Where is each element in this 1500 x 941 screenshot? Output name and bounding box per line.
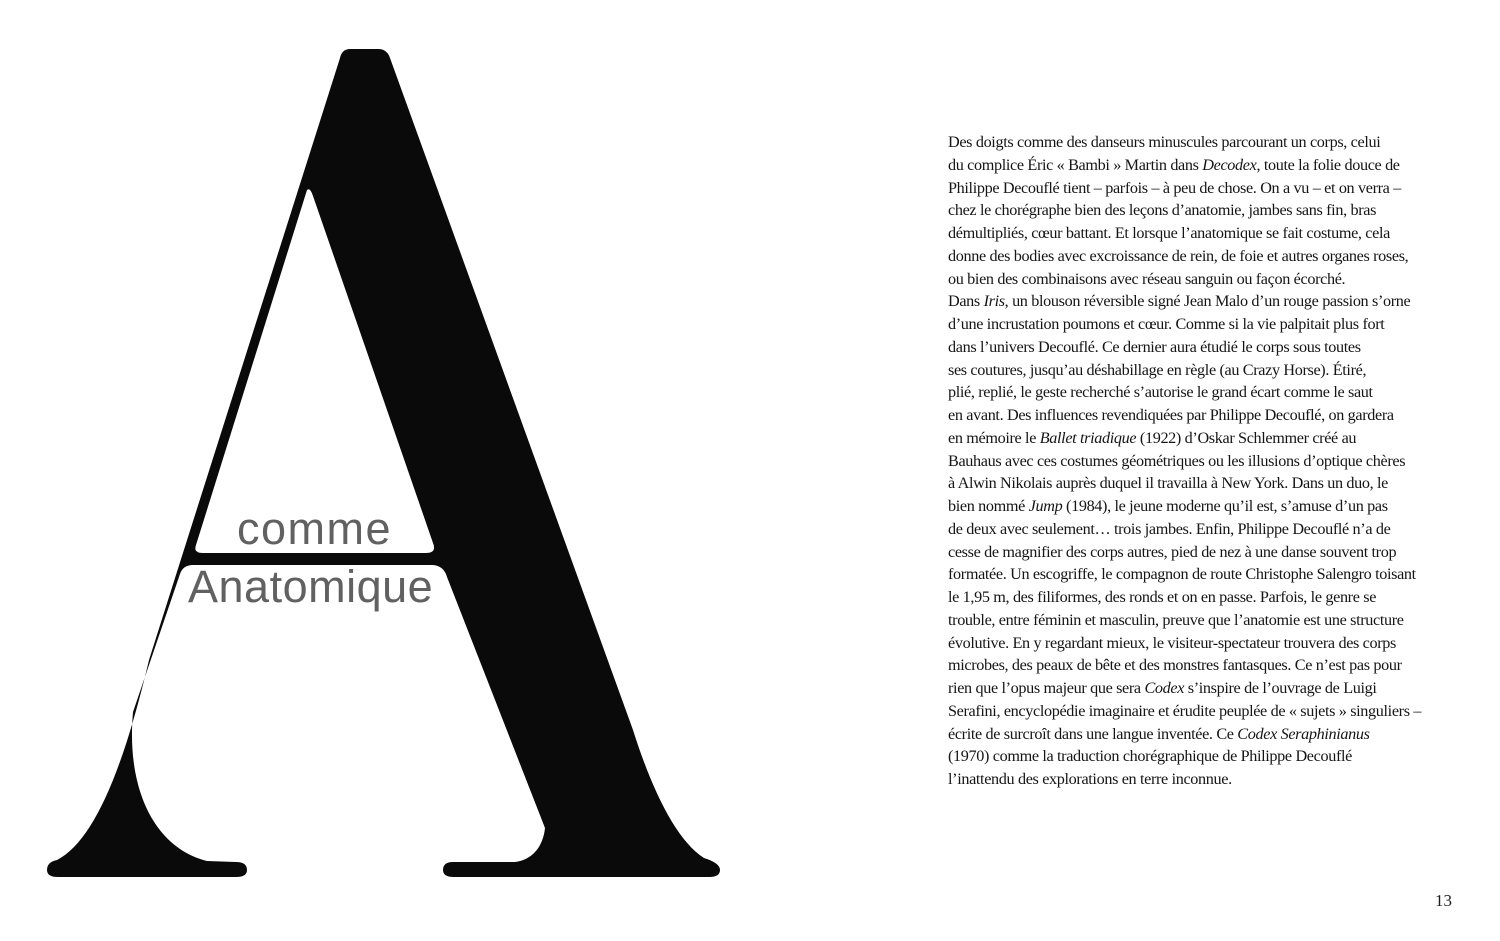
text-line: l’inattendu des explorations en terre inconnue. — [948, 770, 1232, 788]
text-line: Des doigts comme des danseurs minuscules parcourant un corps, celui — [948, 133, 1381, 151]
text-line: cesse de magnifier des corps autres, pied de nez à une danse souvent trop — [948, 542, 1397, 561]
text-line: microbes, des peaux de bête et des monstres fantasques. Ce n’est pas pour — [948, 656, 1402, 675]
text-line: évolutive. En y regardant mieux, le visiteur-spectateur trouvera des corps — [948, 633, 1396, 652]
text-line: le 1,95 m, des filiformes, des ronds et on en passe. Parfois, le genre se — [948, 588, 1377, 606]
text-line: Bauhaus avec ces costumes géométriques ou les illusions d’optique chères — [948, 451, 1406, 470]
text-line: du complice Éric « Bambi » Martin dans Decodex, toute la folie douce de — [948, 155, 1400, 174]
text-line: bien nommé Jump (1984), le jeune moderne qu’il est, s’amuse d’un pas — [948, 497, 1388, 515]
text-line: (1970) comme la traduction chorégraphique de Philippe Decouflé — [948, 747, 1352, 766]
article-text — [948, 131, 1421, 791]
text-line: donne des bodies avec excroissance de rein, de foie et autres organes roses, — [948, 246, 1409, 265]
text-line: rien que l’opus majeur que sera Codex s’inspire de l’ouvrage de Luigi — [948, 679, 1377, 697]
text-line: de deux avec seulement… trois jambes. Enfin, Philippe Decouflé n’a de — [948, 519, 1391, 538]
drop-cap-word-anatomique: Anatomique — [188, 561, 434, 612]
text-line: écrite de surcroît dans une langue inventée. Ce Codex Seraphinianus — [948, 724, 1370, 743]
text-line: chez le chorégraphe bien des leçons d’anatomie, jambes sans fin, bras — [948, 201, 1377, 220]
text-line: démultipliés, cœur battant. Et lorsque l’anatomique se fait costume, cela — [948, 224, 1390, 242]
text-line: Philippe Decouflé tient – parfois – à peu de chose. On a vu – et on verra – — [948, 178, 1401, 197]
text-line: en avant. Des influences revendiquées par Philippe Decouflé, on gardera — [948, 406, 1394, 424]
text-line: plié, replié, le geste recherché s’autorise le grand écart comme le saut — [948, 383, 1373, 402]
text-line: Dans Iris, un blouson réversible signé Jean Malo d’un rouge passion s’orne — [948, 292, 1411, 311]
text-line: Serafini, encyclopédie imaginaire et érudite peuplée de « sujets » singuliers – — [948, 701, 1422, 720]
text-line: trouble, entre féminin et masculin, preuve que l’anatomie est une structure — [948, 610, 1404, 629]
text-line: d’une incrustation poumons et cœur. Comme si la vie palpitait plus fort — [948, 315, 1385, 333]
page-number: 13 — [1435, 891, 1452, 910]
text-line: ses coutures, jusqu’au déshabillage en règle (au Crazy Horse). Étiré, — [948, 360, 1367, 379]
drop-cap-word-comme: comme — [237, 503, 393, 554]
text-line: à Alwin Nikolais auprès duquel il travailla à New York. Dans un duo, le — [948, 474, 1389, 493]
text-line: dans l’univers Decouflé. Ce dernier aura étudié le corps sous toutes — [948, 337, 1361, 356]
text-line: en mémoire le Ballet triadique (1922) d’Oskar Schlemmer créé au — [948, 428, 1357, 447]
text-line: ou bien des combinaisons avec réseau sanguin ou façon écorché. — [948, 269, 1346, 288]
text-line: formatée. Un escogriffe, le compagnon de route Christophe Salengro toisant — [948, 565, 1416, 584]
